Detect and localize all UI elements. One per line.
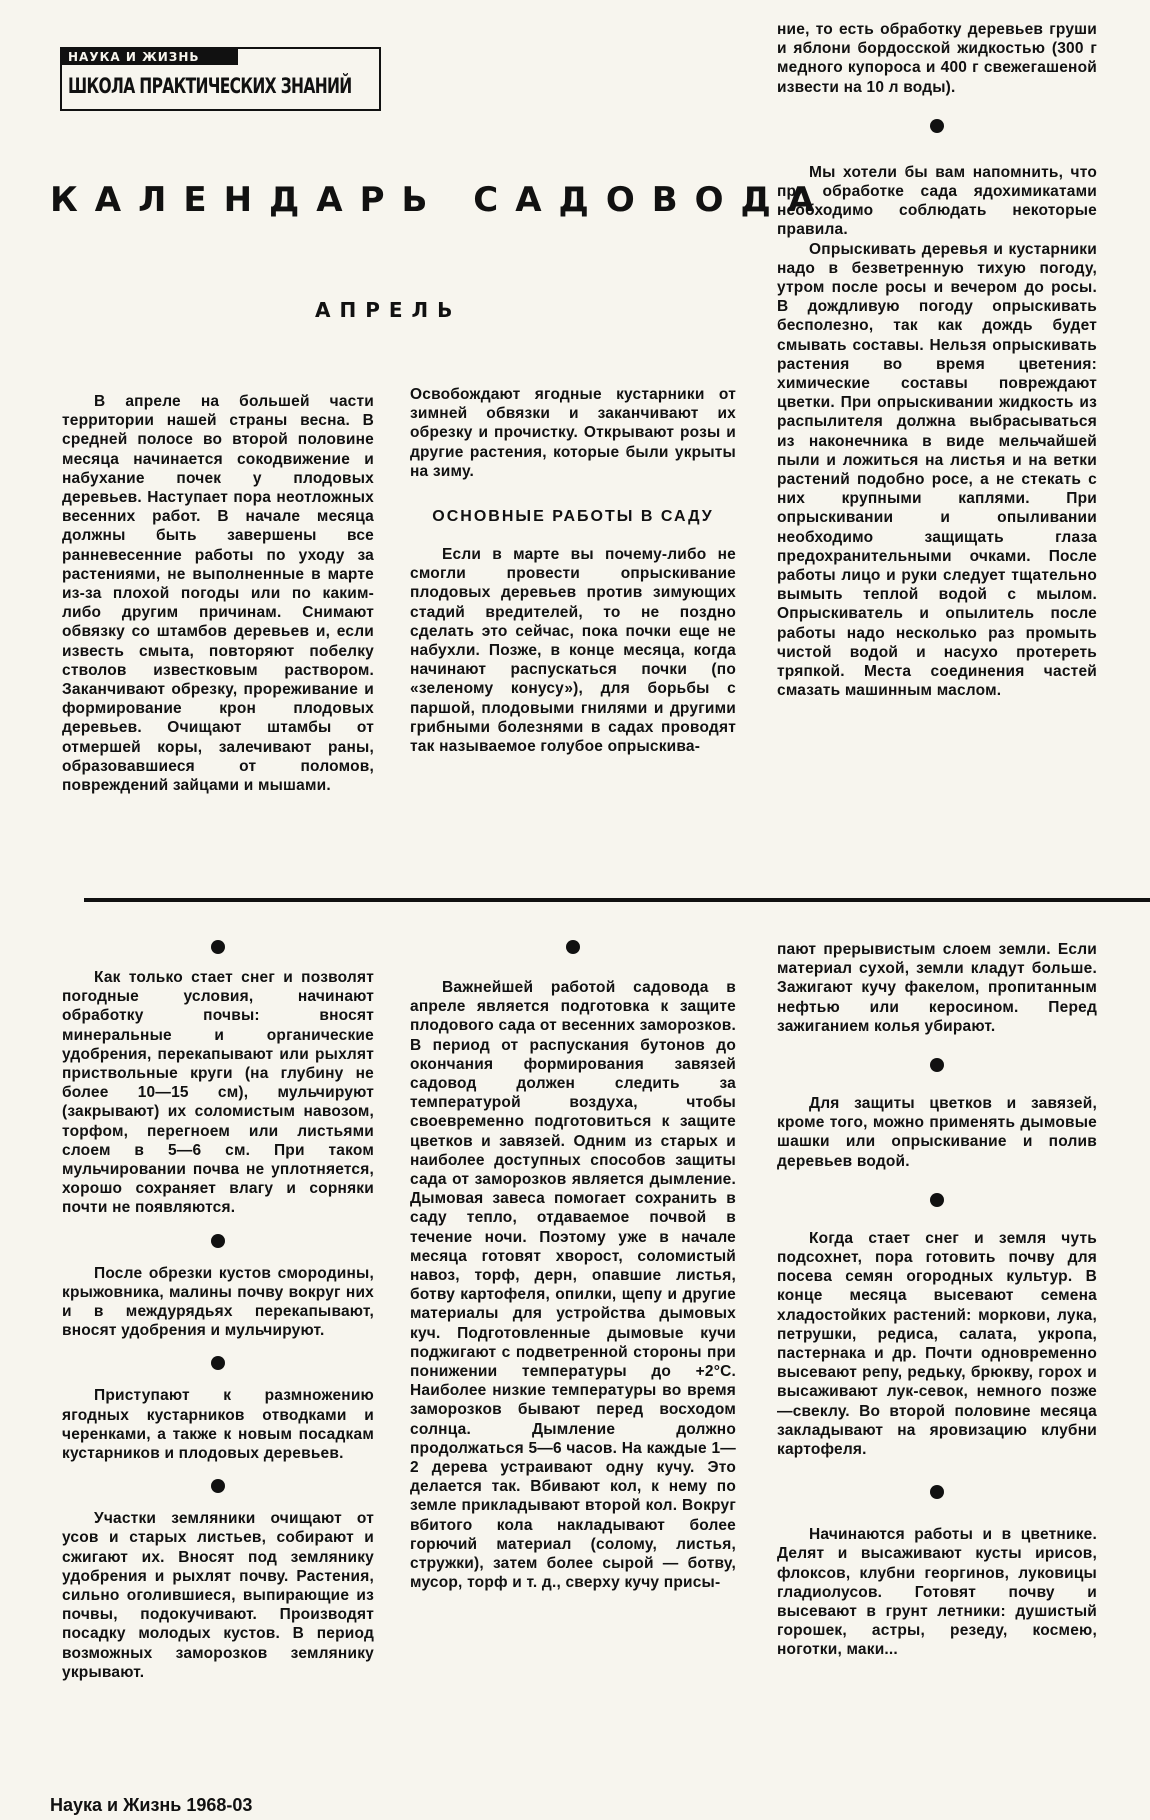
paragraph: ние, то есть обработку деревьев груши и яблони бордосской жидкостью (300 г медного купороса и 400 г свежегашеной извести на 10 л воды). bbox=[777, 21, 1097, 96]
footer-source: Наука и Жизнь 1968-03 bbox=[50, 1795, 253, 1815]
paragraph: пают прерывистым слоем земли. Если материал сухой, земли кладут больше. Зажигают кучу факелом, пропитанным нефтью или керосином. Перед зажиганием колья убирают. bbox=[777, 941, 1097, 1035]
bottom-column-3 bbox=[777, 940, 1097, 1660]
bullet-dot bbox=[211, 940, 225, 954]
section-heading: ОСНОВНЫЕ РАБОТЫ В САДУ bbox=[432, 508, 714, 526]
bullet-dot bbox=[211, 1479, 225, 1493]
bullet-dot bbox=[930, 1058, 944, 1072]
masthead-magazine-name: НАУКА И ЖИЗНЬ bbox=[62, 49, 238, 65]
paragraph: После обрезки кустов смородины, крыжовника, малины почву вокруг них и в междурядьях перекапывают, вносят удобрения и мульчируют. bbox=[62, 1264, 374, 1340]
bottom-column-1 bbox=[62, 930, 374, 1682]
paragraph: Важнейшей работой садовода в апреле является подготовка к защите плодового сада от весенних заморозков. В период от распускания бутонов до окончания формирования завязей садовод должен следить за температурой воздуха, чтобы своевременно подготовиться к защите цветков и завязей. Одним из старых и наиболее доступных способов защиты сада от заморозков является дымление. Дымовая завеса помогает сохранить в саду тепло, отдаваемое почвой в течение ночи. Поэтому уже в начале месяца готовят хворост, соломистый навоз, торф, дерн, опавшие листья, ботву картофеля, опилки, щепу и другие материалы для устройства дымовых куч. Подготовленные дымовые кучи поджигают с подветренной стороны при понижении температуры до +2°С. Наиболее низкие температуры во время заморозков бывают перед восходом солнца. Дымление должно продолжаться 5—6 часов. На каждые 1—2 дерева устраивают одну кучу. Это делается так. Вбивают кол, к нему по земле прикладывают второй кол. Вокруг вбитого кола накладывают более горючий материал (солому, листья, стружки), затем более сырой — ботву, мусор, торф и т. д., сверху кучу присы- bbox=[410, 979, 736, 1592]
paragraph: Мы хотели бы вам напомнить, что при обработке сада ядохимикатами необходимо соблюдать некоторые правила. bbox=[777, 163, 1097, 239]
bullet-dot bbox=[930, 119, 944, 133]
paragraph: Как только стает снег и позволят погодные условия, начинают обработку почвы: вносят минеральные и органические удобрения, перекапывают или рыхлят приствольные круги (на глубину не более 10—15 см), мульчируют (закрывают) их соломистым навозом, торфом, перегноем или листьями слоем в 5—6 см. При таком мульчировании почва не уплотняется, хорошо сохраняет влагу и сорняки почти не появляются. bbox=[62, 969, 374, 1217]
paragraph: Если в марте вы почему-либо не смогли провести опрыскивание плодовых деревьев против зимующих стадий вредителей, то не поздно сделать это сейчас, пока почки еще не набухли. Позже, в конце месяца, когда начинают распускаться почки (по «зеленому конусу»), для борьбы с паршой, плодовыми гнилями и другими грибными болезнями в садах проводят так называемое голубое опрыскива- bbox=[410, 546, 736, 756]
paragraph: Освобождают ягодные кустарники от зимней обвязки и заканчивают их обрезку и прочистку. Открывают розы и другие растения, которые были укрыты на зиму. bbox=[410, 386, 736, 480]
top-column-2 bbox=[410, 385, 736, 756]
paragraph: Начинаются работы и в цветнике. Делят и высаживают кусты ирисов, флоксов, клубни георгинов, луковицы гладиолусов. Готовят почву и высевают в грунт летники: душистый горошек, астры, резеду, космею, ноготки, маки... bbox=[777, 1526, 1097, 1659]
paragraph: В апреле на большей части территории нашей страны весна. В средней полосе во второй половине месяца начинается сокодвижение и набухание почек у плодовых деревьев. Наступает пора неотложных весенних работ. В начале месяца должны быть завершены все ранневесенние работы по уходу за растениями, не выполненные в марте из-за плохой погоды или по каким-либо другим причинам. Снимают обвязку со штамбов деревьев и, если известь смыта, повторяют побелку стволов известковым раствором. Заканчивают обрезку, прореживание и формирование крон плодовых деревьев. Очищают штамбы от отмершей коры, залечивают раны, образовавшиеся от поломов, повреждений зайцами и мышами. bbox=[62, 393, 374, 795]
paragraph: Приступают к размножению ягодных кустарников отводками и черенками, а также к новым посадкам кустарников и плодовых деревьев. bbox=[62, 1387, 374, 1463]
bullet-dot bbox=[211, 1356, 225, 1370]
bullet-dot bbox=[930, 1485, 944, 1499]
bullet-dot bbox=[211, 1234, 225, 1248]
section-divider bbox=[84, 898, 1150, 902]
bullet-dot bbox=[566, 940, 580, 954]
top-column-1 bbox=[62, 392, 374, 795]
bullet-dot bbox=[930, 1193, 944, 1207]
paragraph: Участки земляники очищают от усов и старых листьев, собирают и сжигают их. Вносят под землянику удобрения и рыхлят почву. Растения, сильно оголившиеся, выпирающие из почвы, подокучивают. Производят посадку молодых кустов. В период возможных заморозков землянику укрывают. bbox=[62, 1510, 374, 1681]
article-subtitle: АПРЕЛЬ bbox=[315, 298, 462, 322]
masthead bbox=[60, 47, 381, 111]
top-column-3 bbox=[777, 20, 1097, 701]
paragraph: Опрыскивать деревья и кустарники надо в безветренную тихую погоду, утром после росы и вечером до росы. В дождливую погоду опрыскивать бесполезно, так как дождь будет смывать составы. Нельзя опрыскивать растения во время цветения: химические составы повреждают цветки. При опрыскивании жидкость из распылителя должна выбрасываться из наконечника в виде мельчайшей пыли и ложиться на листья и на ветки растений подобно росе, а не стекать с них крупными каплями. При опрыскивании и опыливании необходимо защищать глаза предохранительными очками. После работы лицо и руки следует тщательно вымыть теплой водой с мылом. Опрыскиватель и опылитель после работы надо несколько раз промыть чистой водой и насухо протереть тряпкой. Места соединения частей смазать машинным маслом. bbox=[777, 240, 1097, 700]
article-title: КАЛЕНДАРЬ САДОВОДА bbox=[50, 180, 832, 220]
paragraph: Для защиты цветков и завязей, кроме того, можно применять дымовые шашки или опрыскивание и полив деревьев водой. bbox=[777, 1095, 1097, 1170]
masthead-section-name: ШКОЛА ПРАКТИЧЕСКИХ ЗНАНИЙ bbox=[68, 74, 352, 98]
paragraph: Когда стает снег и земля чуть подсохнет, пора готовить почву для посева семян огородных культур. В конце месяца высевают семена хладостойких растений: моркови, лука, петрушки, редиса, салата, укропа, пастернака и др. Почти одновременно высевают репу, редьку, брюкву, горох и высаживают лук-севок, немного позже—свеклу. Во второй половине месяца закладывают на яровизацию клубни картофеля. bbox=[777, 1229, 1097, 1459]
bottom-column-2 bbox=[410, 930, 736, 1593]
